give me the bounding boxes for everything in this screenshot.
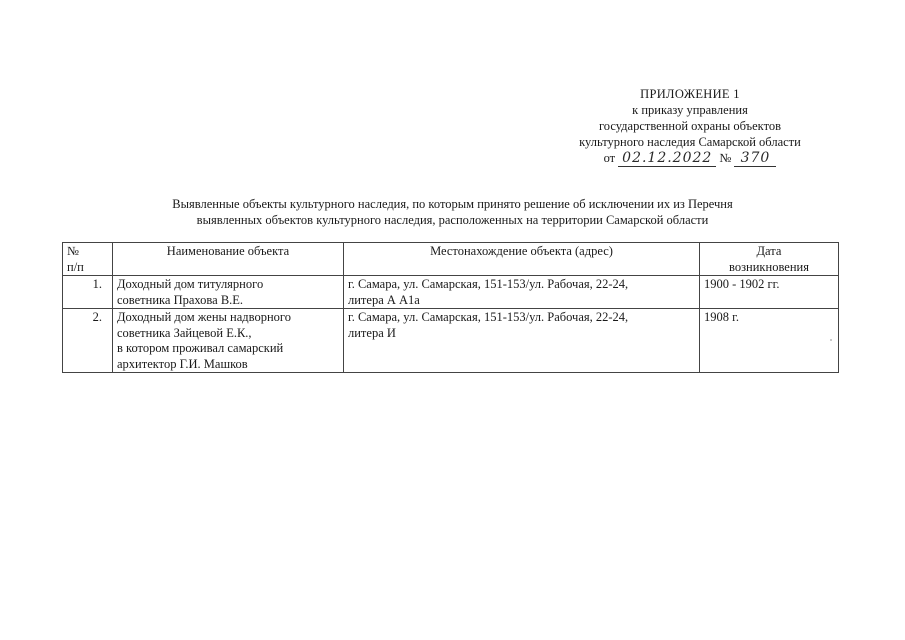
appendix-line: культурного наследия Самарской области bbox=[579, 135, 801, 149]
origin-date-line: 1908 г. bbox=[704, 310, 739, 324]
header-number-line: п/п bbox=[67, 259, 84, 274]
row-object-name bbox=[113, 309, 344, 373]
number-prefix: № bbox=[719, 151, 732, 165]
origin-date-line: 1900 - 1902 гг. bbox=[704, 277, 780, 291]
heritage-objects-table bbox=[62, 242, 839, 373]
header-object-name bbox=[113, 243, 344, 276]
object-name-line: в котором проживал самарский bbox=[117, 341, 284, 355]
header-address-line: Местонахождение объекта (адрес) bbox=[430, 244, 613, 258]
heading-line: Выявленные объекты культурного наследия, по которым принято решение об исключении их из Перечня bbox=[172, 197, 733, 211]
object-address-line: г. Самара, ул. Самарская, 151-153/ул. Рабочая, 22-24, bbox=[348, 310, 629, 324]
row-number: 1. bbox=[63, 276, 113, 309]
handwritten-order-date: 02.12.2022 bbox=[618, 151, 716, 167]
header-object-address bbox=[344, 243, 700, 276]
object-address-line: литера И bbox=[348, 325, 396, 340]
appendix-line: к приказу управления bbox=[632, 103, 748, 117]
heading-line: выявленных объектов культурного наследия, расположенных на территории Самарской области bbox=[196, 213, 709, 227]
row-origin-date bbox=[700, 276, 839, 309]
appendix-title: ПРИЛОЖЕНИЕ 1 bbox=[640, 87, 740, 101]
scan-speck bbox=[830, 339, 832, 341]
header-origin-date bbox=[700, 243, 839, 276]
from-prefix: от bbox=[603, 151, 616, 165]
handwritten-order-number: 370 bbox=[734, 151, 776, 167]
document-heading bbox=[60, 196, 845, 228]
table-header-row bbox=[63, 243, 839, 276]
object-name-line: советника Прахова В.Е. bbox=[117, 292, 244, 307]
header-name-line: Наименование объекта bbox=[166, 244, 290, 258]
object-name-line: советника Зайцевой Е.К., bbox=[117, 325, 252, 340]
object-address-line: г. Самара, ул. Самарская, 151-153/ул. Рабочая, 22-24, bbox=[348, 277, 629, 291]
header-number-line: № bbox=[67, 244, 79, 258]
row-number: 2. bbox=[63, 309, 113, 373]
object-address-line: литера А А1а bbox=[348, 292, 420, 307]
order-date-number-line bbox=[540, 150, 840, 167]
table-row bbox=[63, 276, 839, 309]
object-name-line: архитектор Г.И. Машков bbox=[117, 356, 248, 371]
table-row bbox=[63, 309, 839, 373]
object-name-line: Доходный дом жены надворного bbox=[117, 310, 291, 324]
appendix-line: государственной охраны объектов bbox=[598, 119, 782, 133]
row-object-address bbox=[344, 276, 700, 309]
object-name-line: Доходный дом титулярного bbox=[117, 277, 264, 291]
row-object-address bbox=[344, 309, 700, 373]
header-date-line: возникновения bbox=[729, 259, 809, 274]
header-number bbox=[63, 243, 113, 276]
appendix-block bbox=[540, 86, 840, 167]
row-object-name bbox=[113, 276, 344, 309]
header-date-line: Дата bbox=[756, 244, 782, 258]
row-origin-date bbox=[700, 309, 839, 373]
